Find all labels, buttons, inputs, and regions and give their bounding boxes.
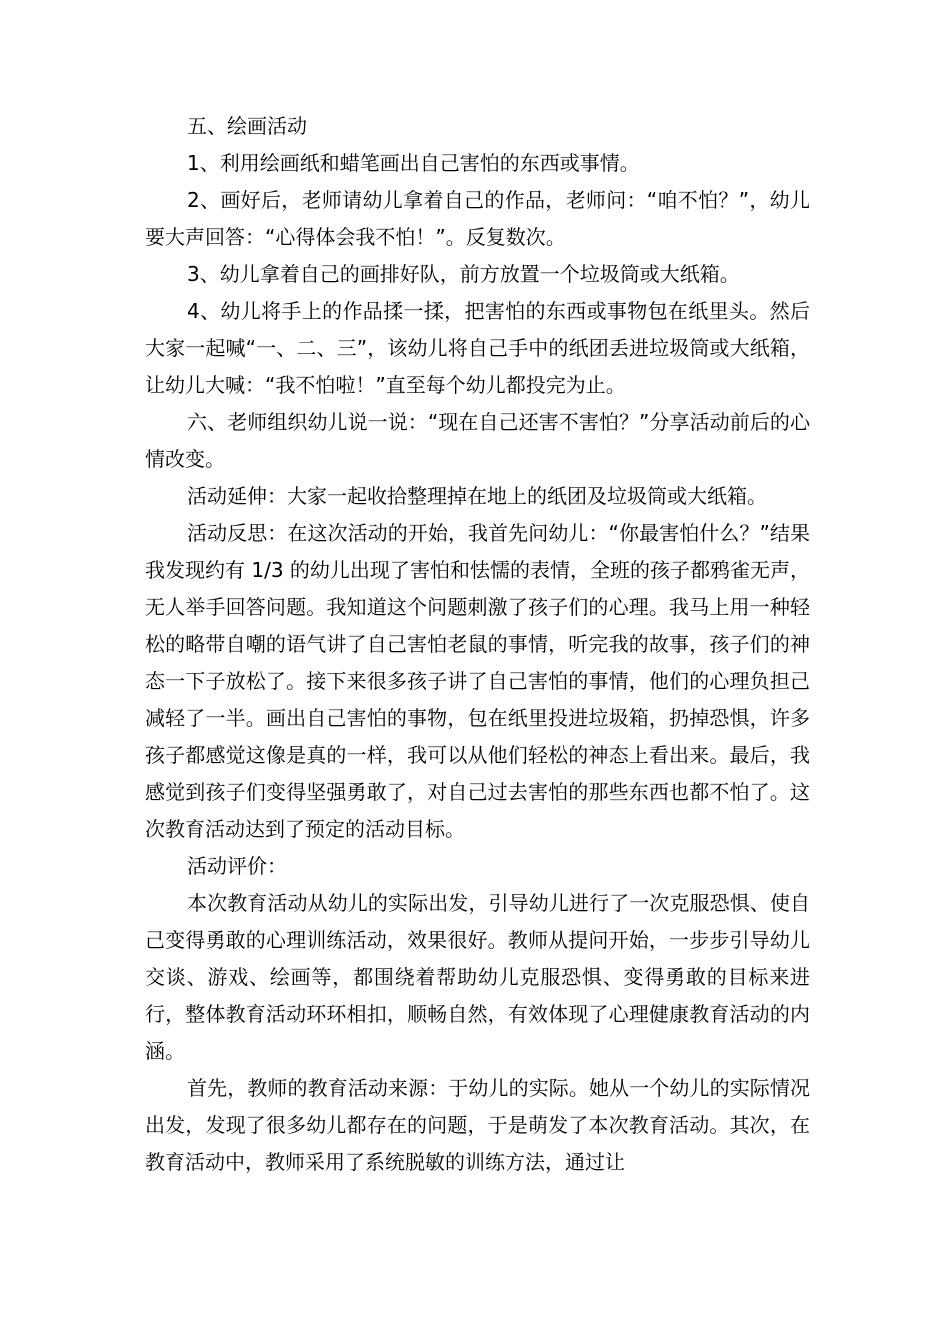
heading-activity-evaluation: 活动评价： <box>187 854 287 878</box>
paragraph-step-2: 2、画好后，老师请幼儿拿着自己的作品，老师问：“咱不怕？”，幼儿要大声回答：“心得体会我不怕！”。反复数次。 <box>145 188 810 249</box>
document-page <box>145 108 810 1181</box>
section-heading-drawing-activity: 五、绘画活动 <box>187 114 307 138</box>
paragraph-step-4: 4、幼儿将手上的作品揉一揉，把害怕的东西或事物包在纸里头。然后大家一起喊“一、二、三”，该幼儿将自己手中的纸团丢进垃圾筒或大纸箱，让幼儿大喊：“我不怕啦！”直至每个幼儿都投完为止。 <box>145 299 810 397</box>
paragraph-evaluation-summary: 本次教育活动从幼儿的实际出发，引导幼儿进行了一次克服恐惧、使自己变得勇敢的心理训练活动，效果很好。教师从提问开始，一步步引导幼儿交谈、游戏、绘画等，都围绕着帮助幼儿克服恐惧、变得勇敢的目标来进行，整体教育活动环环相扣，顺畅自然，有效体现了心理健康教育活动的内涵。 <box>145 891 810 1063</box>
paragraph-step-3: 3、幼儿拿着自己的画排好队，前方放置一个垃圾筒或大纸箱。 <box>187 262 740 286</box>
paragraph-evaluation-details: 首先，教师的教育活动来源：于幼儿的实际。她从一个幼儿的实际情况出发，发现了很多幼儿都存在的问题，于是萌发了本次教育活动。其次，在教育活动中，教师采用了系统脱敏的训练方法，通过让 <box>145 1076 810 1174</box>
section-heading-discussion: 六、老师组织幼儿说一说：“现在自己还害不害怕？”分享活动前后的心情改变。 <box>145 410 810 471</box>
paragraph-activity-reflection: 活动反思：在这次活动的开始，我首先问幼儿：“你最害怕什么？”结果我发现约有 1/3 的幼儿出现了害怕和怯懦的表情，全班的孩子都鸦雀无声，无人举手回答问题。我知道这个问题刺激了孩子们的心理。我马上用一种轻松的略带自嘲的语气讲了自己害怕老鼠的事情，听完我的故事，孩子们的神态一下子放松了。接下来很多孩子讲了自己害怕的事情，他们的心理负担己减轻了一半。画出自己害怕的事物，包在纸里投进垃圾箱，扔掉恐惧，许多孩子都感觉这像是真的一样，我可以从他们轻松的神态上看出来。最后，我感觉到孩子们变得坚强勇敢了，对自己过去害怕的那些东西也都不怕了。这次教育活动达到了预定的活动目标。 <box>145 521 810 841</box>
paragraph-activity-extension: 活动延伸：大家一起收拾整理掉在地上的纸团及垃圾筒或大纸箱。 <box>187 484 767 508</box>
paragraph-step-1: 1、利用绘画纸和蜡笔画出自己害怕的东西或事情。 <box>187 151 640 175</box>
